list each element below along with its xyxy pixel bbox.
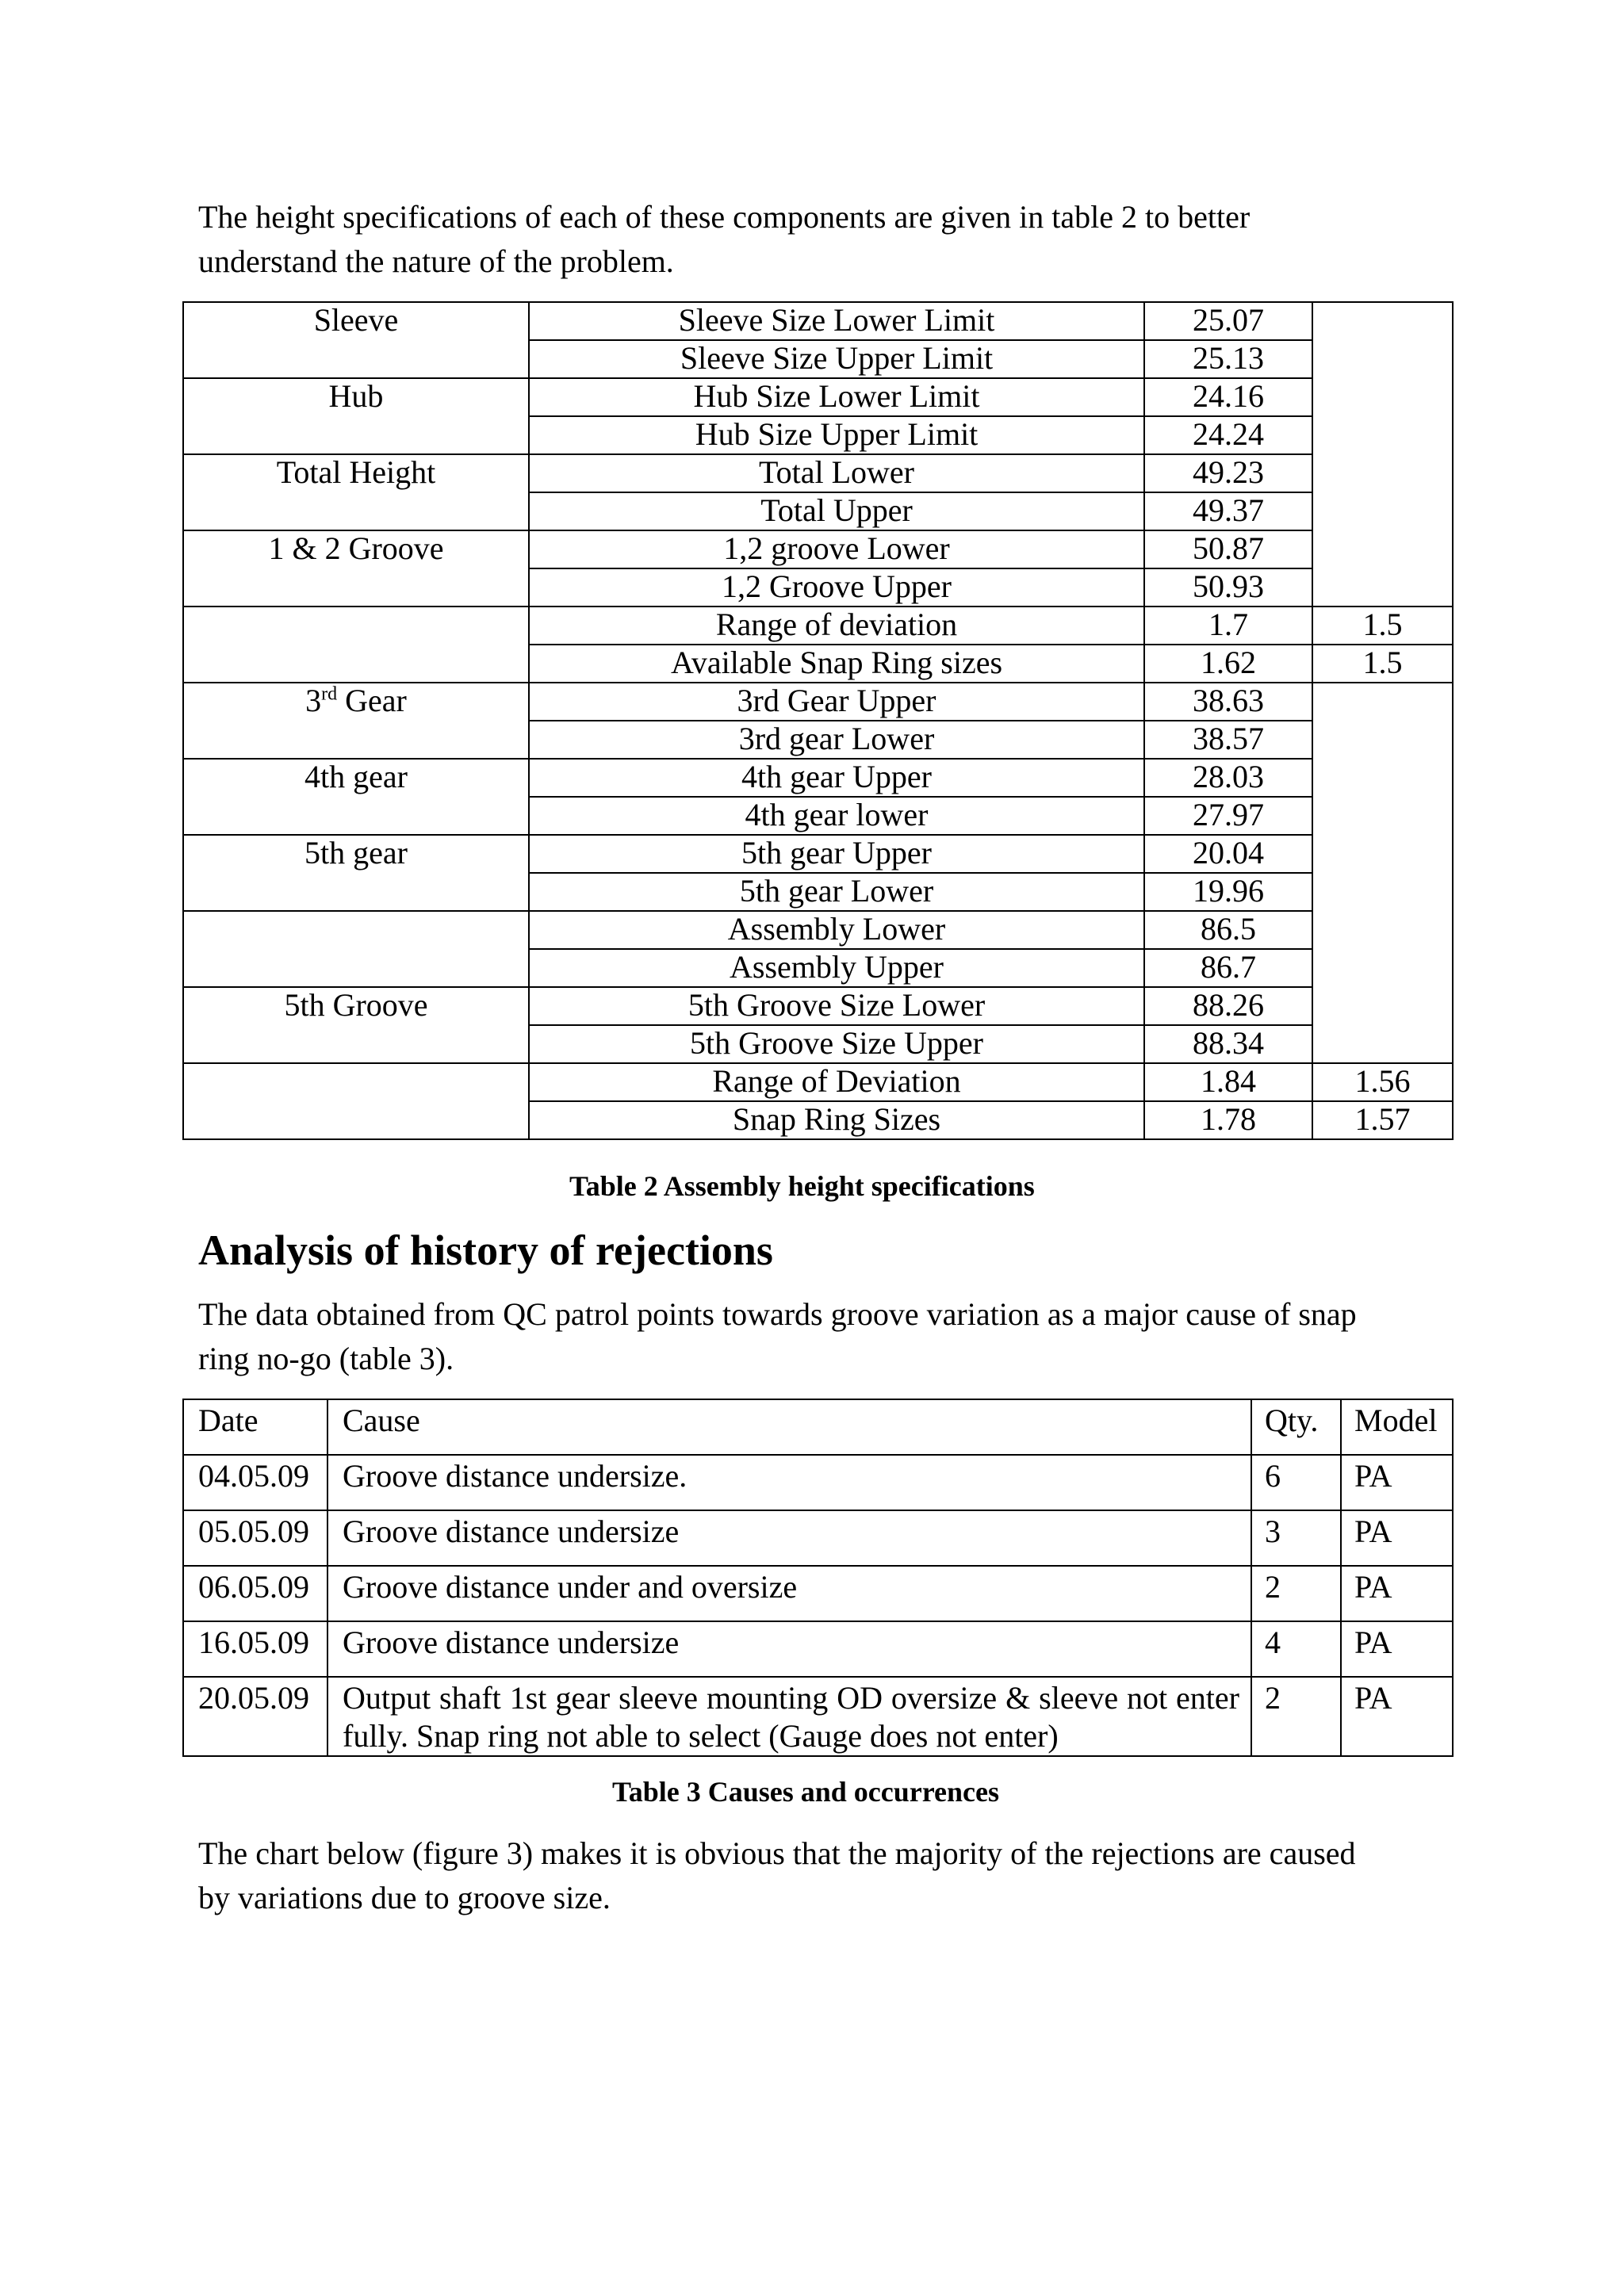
spec-value: 27.97 [1144, 797, 1312, 835]
spec-value: 50.93 [1144, 568, 1312, 607]
group-4th-gear: 4th gear [183, 759, 529, 835]
section-heading: Analysis of history of rejections [198, 1226, 773, 1274]
spec-value: 1.78 [1144, 1101, 1312, 1139]
row-qty: 2 [1251, 1566, 1341, 1621]
group-3rd-gear-sup: rd [321, 683, 338, 705]
empty-group-cell [183, 607, 529, 683]
row-cause: Groove distance undersize [327, 1510, 1251, 1566]
spec-label: 5th Groove Size Upper [529, 1025, 1144, 1063]
table-row [183, 1566, 1453, 1621]
spec-label: Snap Ring Sizes [529, 1101, 1144, 1139]
row-date: 06.05.09 [183, 1566, 327, 1621]
row-qty: 3 [1251, 1510, 1341, 1566]
spec-value: 88.26 [1144, 987, 1312, 1025]
assembly-height-table [182, 301, 1454, 1140]
spec-label: 4th gear lower [529, 797, 1144, 835]
header-cause: Cause [327, 1399, 1251, 1455]
group-total-height: Total Height [183, 454, 529, 530]
group-3rd-gear-suffix: Gear [337, 683, 407, 718]
spec-label: Available Snap Ring sizes [529, 645, 1144, 683]
intro-paragraph [198, 195, 1437, 284]
spec-label: 1,2 groove Lower [529, 530, 1144, 568]
spec-label: Sleeve Size Lower Limit [529, 302, 1144, 340]
intro-line-1: The height specifications of each of these components are given in table 2 to better [198, 199, 1251, 235]
row-model: PA [1341, 1510, 1453, 1566]
intro-line-2: understand the nature of the problem. [198, 243, 674, 279]
row-model: PA [1341, 1621, 1453, 1677]
row-date: 05.05.09 [183, 1510, 327, 1566]
spec-extra: 1.5 [1312, 607, 1453, 645]
spec-label: 1,2 Groove Upper [529, 568, 1144, 607]
spec-label: 5th gear Lower [529, 873, 1144, 911]
table-row [183, 1510, 1453, 1566]
row-date: 16.05.09 [183, 1621, 327, 1677]
spec-value: 19.96 [1144, 873, 1312, 911]
group-5th-groove: 5th Groove [183, 987, 529, 1063]
spec-label: Range of deviation [529, 607, 1144, 645]
row-date: 04.05.09 [183, 1455, 327, 1510]
row-model: PA [1341, 1566, 1453, 1621]
row-cause: Output shaft 1st gear sleeve mounting OD oversize & sleeve not enter fully. Snap ring not able to select (Gauge does not enter) [327, 1677, 1251, 1756]
group-3rd-gear [183, 683, 529, 759]
header-date: Date [183, 1399, 327, 1455]
spec-value: 38.63 [1144, 683, 1312, 721]
table3-caption: Table 3 Causes and occurrences [612, 1776, 1000, 1808]
spec-value: 1.7 [1144, 607, 1312, 645]
spec-value: 28.03 [1144, 759, 1312, 797]
chart-paragraph [198, 1831, 1437, 1920]
spec-label: Assembly Lower [529, 911, 1144, 949]
group-hub: Hub [183, 378, 529, 454]
spec-label: Sleeve Size Upper Limit [529, 340, 1144, 378]
chart-line-1: The chart below (figure 3) makes it is obvious that the majority of the rejections are caused [198, 1835, 1356, 1871]
spec-value: 49.23 [1144, 454, 1312, 492]
spec-label: 4th gear Upper [529, 759, 1144, 797]
header-qty: Qty. [1251, 1399, 1341, 1455]
empty-extra-cell [1312, 302, 1453, 607]
row-cause: Groove distance undersize [327, 1621, 1251, 1677]
spec-label: Total Upper [529, 492, 1144, 530]
spec-extra: 1.5 [1312, 645, 1453, 683]
spec-value: 24.24 [1144, 416, 1312, 454]
spec-extra: 1.57 [1312, 1101, 1453, 1139]
spec-value: 1.84 [1144, 1063, 1312, 1101]
table-row [183, 1455, 1453, 1510]
spec-value: 25.13 [1144, 340, 1312, 378]
spec-value: 20.04 [1144, 835, 1312, 873]
row-date: 20.05.09 [183, 1677, 327, 1756]
qc-line-1: The data obtained from QC patrol points towards groove variation as a major cause of snap [198, 1296, 1357, 1332]
row-qty: 4 [1251, 1621, 1341, 1677]
table2-caption: Table 2 Assembly height specifications [569, 1170, 1035, 1202]
group-sleeve: Sleeve [183, 302, 529, 378]
spec-value: 86.7 [1144, 949, 1312, 987]
spec-value: 50.87 [1144, 530, 1312, 568]
table-row [183, 1677, 1453, 1756]
spec-label: 3rd gear Lower [529, 721, 1144, 759]
spec-label: Hub Size Lower Limit [529, 378, 1144, 416]
table-row [183, 1621, 1453, 1677]
empty-extra-cell [1312, 683, 1453, 1063]
row-qty: 6 [1251, 1455, 1341, 1510]
header-model: Model [1341, 1399, 1453, 1455]
row-qty: 2 [1251, 1677, 1341, 1756]
spec-value: 38.57 [1144, 721, 1312, 759]
spec-label: Range of Deviation [529, 1063, 1144, 1101]
row-model: PA [1341, 1677, 1453, 1756]
qc-paragraph [198, 1292, 1437, 1381]
rejections-table [182, 1399, 1454, 1757]
spec-value: 24.16 [1144, 378, 1312, 416]
spec-label: 5th gear Upper [529, 835, 1144, 873]
spec-value: 25.07 [1144, 302, 1312, 340]
spec-label: 5th Groove Size Lower [529, 987, 1144, 1025]
spec-label: 3rd Gear Upper [529, 683, 1144, 721]
spec-extra: 1.56 [1312, 1063, 1453, 1101]
row-model: PA [1341, 1455, 1453, 1510]
row-cause: Groove distance undersize. [327, 1455, 1251, 1510]
empty-group-cell [183, 911, 529, 987]
chart-line-2: by variations due to groove size. [198, 1880, 611, 1915]
spec-value: 1.62 [1144, 645, 1312, 683]
spec-value: 88.34 [1144, 1025, 1312, 1063]
qc-line-2: ring no-go (table 3). [198, 1341, 454, 1376]
spec-value: 49.37 [1144, 492, 1312, 530]
group-1-2-groove: 1 & 2 Groove [183, 530, 529, 607]
spec-label: Total Lower [529, 454, 1144, 492]
empty-group-cell [183, 1063, 529, 1139]
group-3rd-gear-prefix: 3 [305, 683, 322, 718]
table-header-row [183, 1399, 1453, 1455]
row-cause: Groove distance under and oversize [327, 1566, 1251, 1621]
spec-label: Hub Size Upper Limit [529, 416, 1144, 454]
spec-value: 86.5 [1144, 911, 1312, 949]
spec-label: Assembly Upper [529, 949, 1144, 987]
group-5th-gear: 5th gear [183, 835, 529, 911]
